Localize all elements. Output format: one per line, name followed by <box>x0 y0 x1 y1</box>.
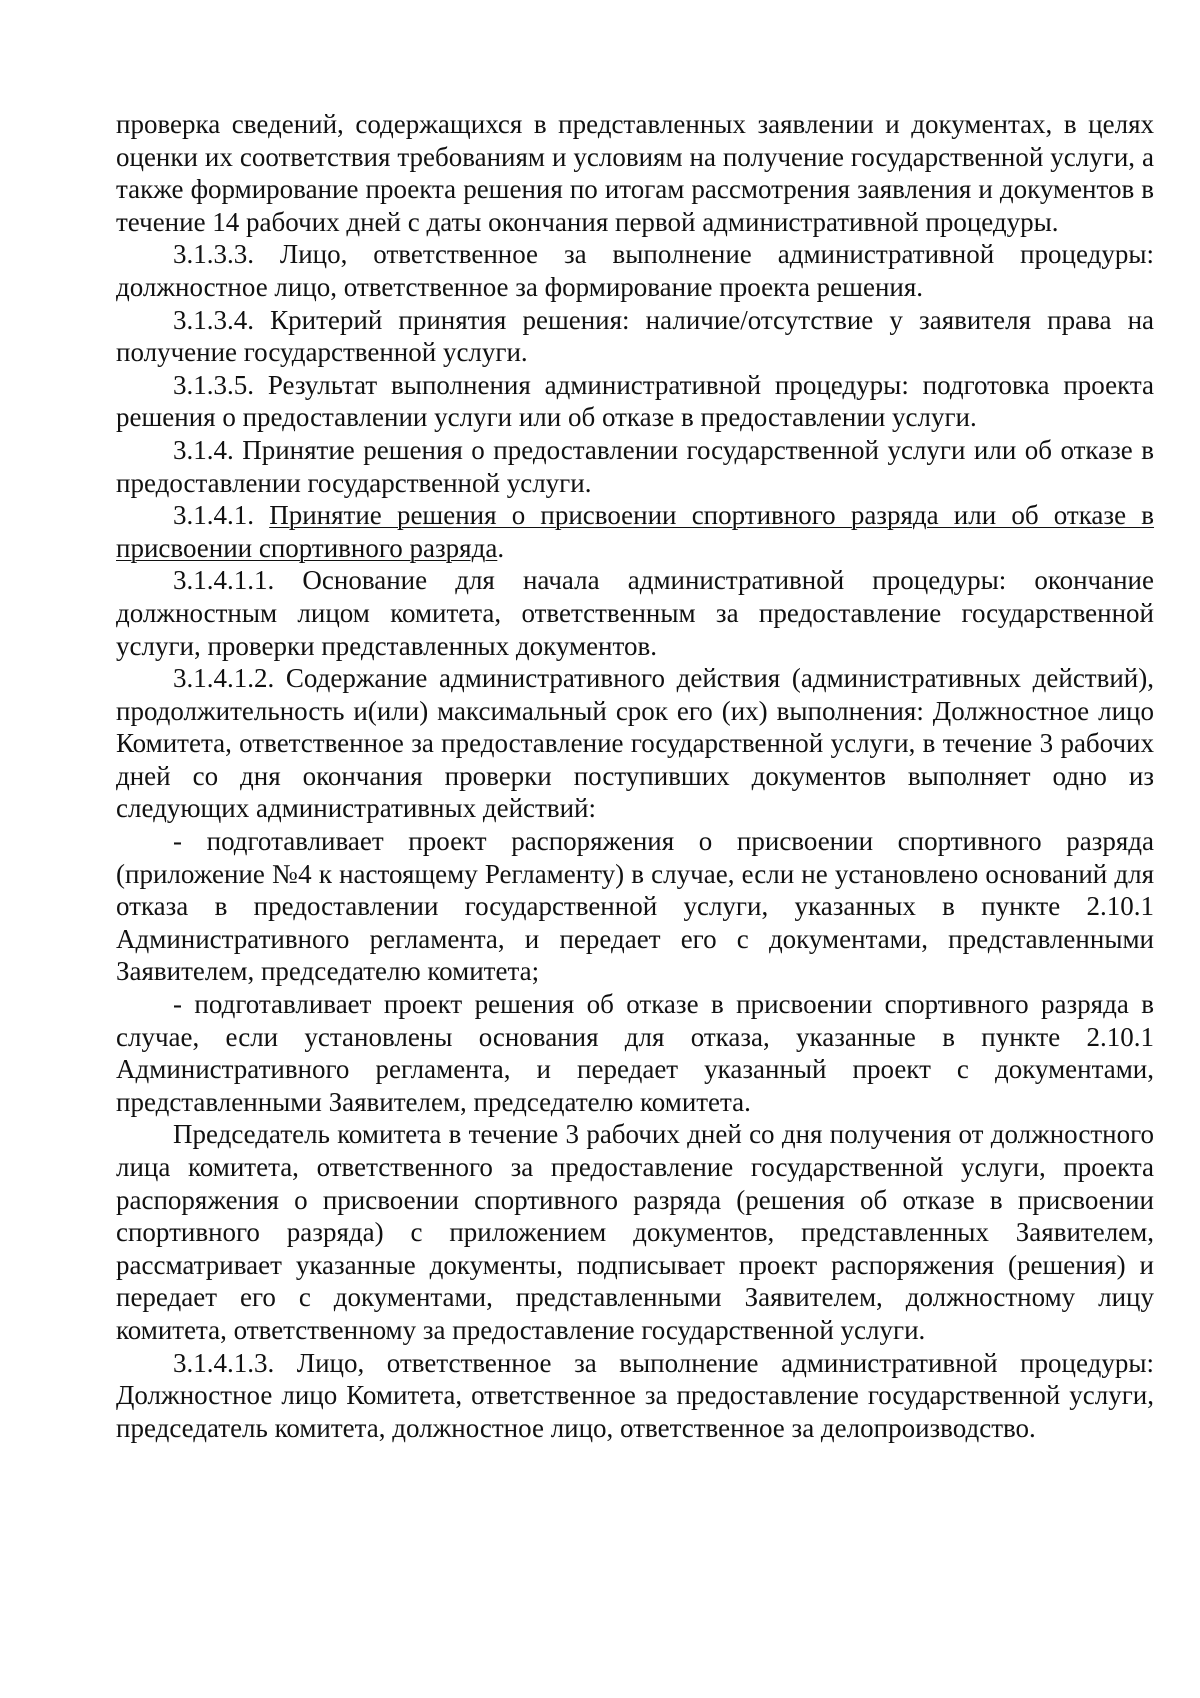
paragraph-3-1-4-1-1: 3.1.4.1.1. Основание для начала административной процедуры: окончание должностным лицом комитета, ответственным за предоставление государственной услуги, проверки представленных документов. <box>116 565 1154 661</box>
paragraph-3-1-3-4: 3.1.3.4. Критерий принятия решения: наличие/отсутствие у заявителя права на получение государственной услуги. <box>116 304 1154 368</box>
paragraph-3-1-3-3: 3.1.3.3. Лицо, ответственное за выполнение административной процедуры: должностное лицо, ответственное за формирование проекта решения. <box>116 239 1154 302</box>
paragraph-verification-continuation: проверка сведений, содержащихся в представленных заявлении и документах, в целях оценки их соответствия требованиям и условиям на получение государственной услуги, а также формирование проекта решения по итогам рассмотрения заявления и документов в течение 14 рабочих дней с даты окончания первой административной процедуры. <box>116 109 1154 237</box>
paragraph-chairman: Председатель комитета в течение 3 рабочих дней со дня получения от должностного лица комитета, ответственного за предоставление государственной услуги, проекта распоряжения о присвоении спортивного разряда (решения об отказе в присвоении спортивного разряда) с приложением документов, представленных Заявителем, рассматривает указанные документы, подписывает проект распоряжения (решения) и передает его с документами, представленными Заявителем, должностному лицу комитета, ответственному за предоставление государственной услуги. <box>116 1119 1154 1345</box>
paragraph-3-1-4: 3.1.4. Принятие решения о предоставлении государственной услуги или об отказе в предоставлении государственной услуги. <box>116 434 1154 498</box>
paragraph-3-1-4-1 <box>116 499 1154 564</box>
document-page <box>116 108 1154 1444</box>
paragraph-3-1-3-5: 3.1.3.5. Результат выполнения административной процедуры: подготовка проекта решения о предоставлении услуги или об отказе в предоставлении услуги. <box>116 369 1154 433</box>
paragraph-3-1-4-1-period: . <box>497 532 505 563</box>
paragraph-3-1-4-1-number: 3.1.4.1. <box>173 500 270 531</box>
list-item-prepare-order: - подготавливает проект распоряжения о присвоении спортивного разряда (приложение №4 к настоящему Регламенту) в случае, если не установлено оснований для отказа в предоставлении государственной услуги, указанных в пункте 2.10.1 Административного регламента, и передает его с документами, представленными Заявителем, председателю комитета; <box>116 826 1154 987</box>
paragraph-3-1-4-1-3: 3.1.4.1.3. Лицо, ответственное за выполнение административной процедуры: Должностное лицо Комитета, ответственное за предоставление государственной услуги, председатель комитета, должностное лицо, ответственное за делопроизводство. <box>116 1347 1154 1443</box>
paragraph-3-1-4-1-underlined-title: Принятие решения о присвоении спортивного разряда или об отказе в присвоении спортивного разряда <box>116 500 1155 563</box>
paragraph-3-1-4-1-2: 3.1.4.1.2. Содержание административного действия (административных действий), продолжительность и(или) максимальный срок его (их) выполнения: Должностное лицо Комитета, ответственное за предоставление государственной услуги, в течение 3 рабочих дней со дня окончания проверки поступивших документов выполняет одно из следующих административных действий: <box>116 663 1154 824</box>
list-item-prepare-refusal: - подготавливает проект решения об отказе в присвоении спортивного разряда в случае, если установлены основания для отказа, указанные в пункте 2.10.1 Административного регламента, и передает указанный проект с документами, представленными Заявителем, председателю комитета. <box>116 989 1154 1117</box>
